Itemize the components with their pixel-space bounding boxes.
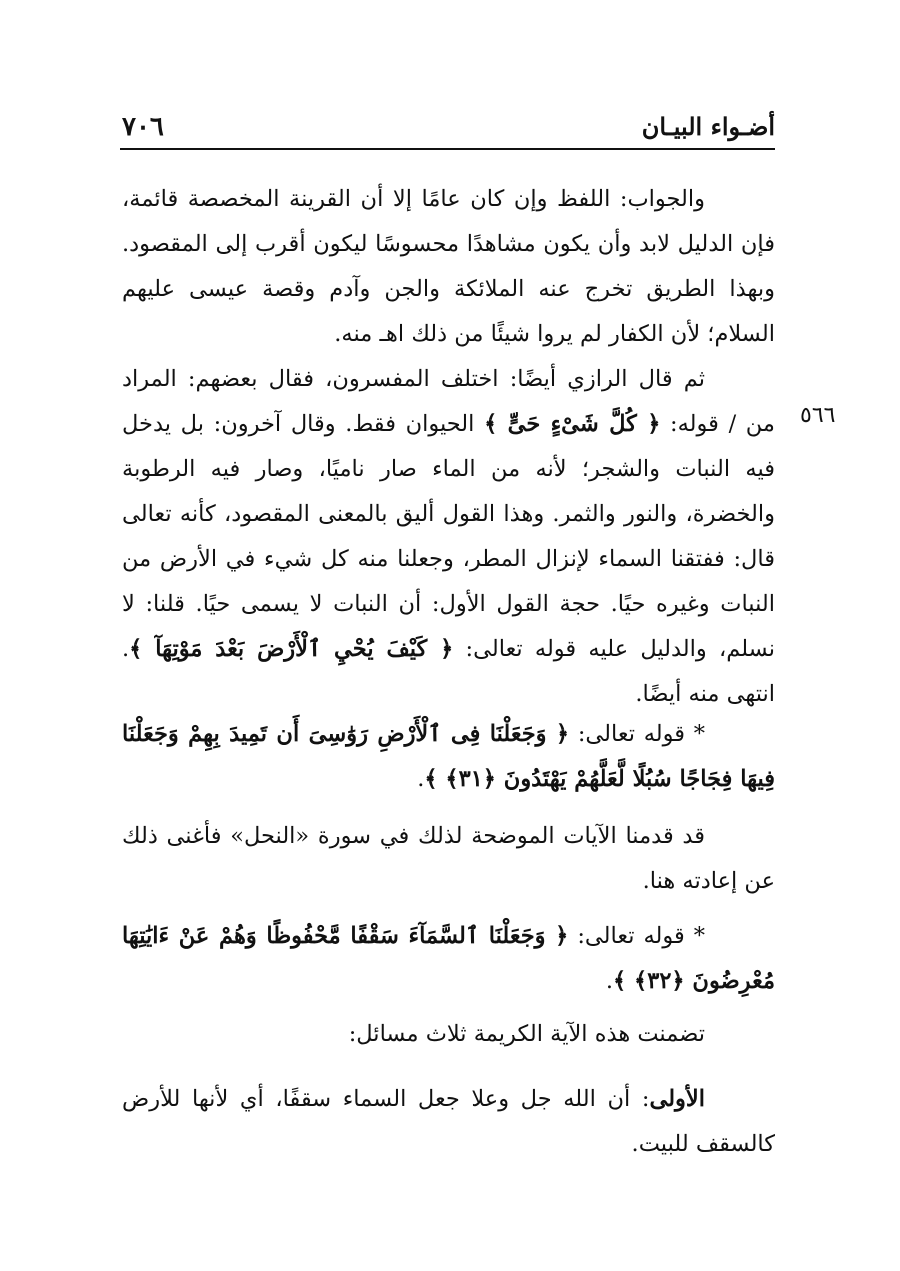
- text-run: * قوله تعالى:: [568, 923, 705, 949]
- paragraph-nahl-reference: [122, 814, 775, 904]
- paragraph-three-issues: [122, 1012, 775, 1057]
- page-header: [120, 108, 775, 150]
- paragraph-text: [122, 712, 775, 802]
- paragraph-first-issue: [122, 1077, 775, 1167]
- original-page-reference: ٥٦٦: [800, 403, 836, 428]
- paragraph-text: تضمنت هذه الآية الكريمة ثلاث مسائل:: [348, 1021, 705, 1047]
- quran-verse: ﴿ كَيْفَ يُحْيِ ٱلْأَرْضَ بَعْدَ مَوْتِهَآ ﴾: [129, 636, 454, 662]
- paragraph-text: [122, 914, 775, 1004]
- text-run: .: [605, 968, 614, 994]
- paragraph-text: [122, 1077, 775, 1167]
- quran-verse: ﴿ وَجَعَلْنَا فِى ٱلْأَرْضِ رَوَٰسِىَ أَن تَمِيدَ بِهِمْ وَجَعَلْنَا فِيهَا فِجَاجًا سُبُلًا لَّعَلَّهُمْ يَهْتَدُونَ ﴿٣١﴾ ﴾: [122, 721, 775, 792]
- text-run: * قوله تعالى:: [569, 721, 705, 747]
- page-number: ٧٠٦: [122, 112, 164, 142]
- paragraph-verse-31: [122, 712, 775, 802]
- quran-verse: ﴿ كُلَّ شَىْءٍ حَىٍّ ﴾: [484, 411, 661, 437]
- quran-verse: ﴿ وَجَعَلْنَا ٱلسَّمَآءَ سَقْفًا مَّحْفُوظًا وَهُمْ عَنْ ءَايَٰتِهَا مُعْرِضُونَ ﴿٣٢﴾ ﴾: [122, 923, 775, 994]
- text-run: : أن الله جل وعلا جعل السماء سقفًا، أي لأنها للأرض كالسقف للبيت.: [122, 1086, 775, 1157]
- paragraph-text: والجواب: اللفظ وإن كان عامًا إلا أن القرينة المخصصة قائمة، فإن الدليل لابد وأن يكون مشاهدًا محسوسًا ليكون أقرب إلى المقصود. وبهذا الطريق تخرج عنه الملائكة والجن وآدم وقصة عيسى عليهم السلام؛ لأن الكفار لم يروا شيئًا من ذلك اهـ منه.: [122, 186, 775, 347]
- running-title: أضـواء البيـان: [641, 112, 775, 141]
- paragraph-answer: [122, 177, 775, 357]
- issue-heading: الأولى: [649, 1086, 705, 1112]
- paragraph-razi-quote: [122, 357, 775, 717]
- paragraph-text: قد قدمنا الآيات الموضحة لذلك في سورة «النحل» فأغنى ذلك عن إعادته هنا.: [122, 823, 775, 894]
- paragraph-verse-32: [122, 914, 775, 1004]
- paragraph-text: [122, 357, 775, 717]
- text-run: ثم قال الرازي أيضًا: اختلف المفسرون، فقال بعضهم: المراد من / قوله:: [122, 366, 775, 437]
- text-run: الحيوان فقط. وقال آخرون: بل يدخل فيه النبات والشجر؛ لأنه من الماء صار ناميًا، وصار فيه الرطوبة والخضرة، والنور والثمر. وهذا القول أليق بالمعنى المقصود، كأنه تعالى قال: ففتقنا السماء لإنزال المطر، وجعلنا منه كل شيء في الأرض من النبات وغيره حيًا. حجة القول الأول: أن النبات لا يسمى حيًا. قلنا: لا نسلم، والدليل عليه قوله تعالى:: [122, 411, 776, 662]
- text-run: .: [417, 766, 425, 792]
- text-run: . انتهى منه أيضًا.: [122, 636, 775, 707]
